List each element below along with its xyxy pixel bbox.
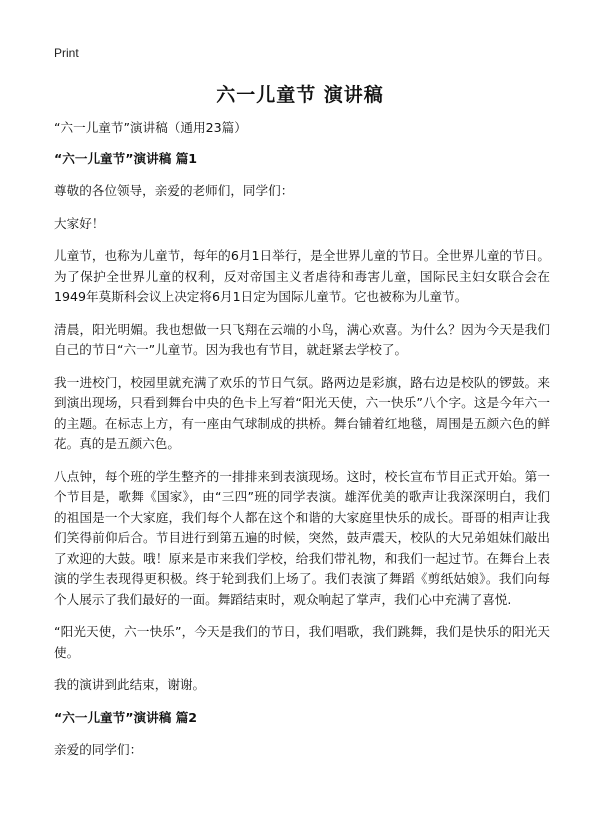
paragraph: 八点钟，每个班的学生整齐的一排排来到表演现场。这时，校长宣布节目正式开始。第一个节目是，歌舞《国家》，由“三四”班的同学表演。雄浑优美的歌声让我深深明白，我们的祖国是一个大家庭，我们每个人都在这个和谐的大家庭里快乐的成长。哥哥的相声让我们笑得前仰后合。节目进行到第五遍的时候，突然，鼓声震天，校队的大兄弟姐妹们敲出了欢迎的大鼓。哦！原来是市来我们学校，给我们带礼物，和我们一起过节。在舞台上表演的学生表现得更积极。终于轮到我们上场了。我们表演了舞蹈《剪纸姑娘》。我们向每个人展示了我们最好的一面。舞蹈结束时，观众响起了掌声，我们心中充满了喜悦. <box>54 468 550 607</box>
document-body <box>54 118 550 773</box>
paragraph: 儿童节，也称为儿童节，每年的6月1日举行，是全世界儿童的节日。全世界儿童的节日。为了保护全世界儿童的权利，反对帝国主义者虐待和毒害儿童，国际民主妇女联合会在1949年莫斯科会议上决定将6月1日定为国际儿童节。它也被称为儿童节。 <box>54 248 550 304</box>
paragraph: 亲爱的同学们： <box>54 742 143 757</box>
paragraph: 我一进校门，校园里就充满了欢乐的节日气氛。路两边是彩旗，路右边是校队的锣鼓。来到演出现场，只看到舞台中央的色卡上写着“阳光天使，六一快乐”八个字。这是今年六一的主题。在标志上方，有一座由气球制成的拱桥。舞台铺着红地毯，周围是五颜六色的鲜花。真的是五颜六色。 <box>54 374 550 451</box>
paragraph: 清晨，阳光明媚。我也想做一只飞翔在云端的小鸟，满心欢喜。为什么？因为今天是我们自己的节日“六一”儿童节。因为我也有节目，就赶紧去学校了。 <box>54 321 550 357</box>
page-title: 六一儿童节 演讲稿 <box>216 84 384 106</box>
print-label: Print <box>54 46 79 60</box>
document-subtitle: “六一儿童节”演讲稿（通用23篇） <box>54 120 247 135</box>
section-heading-1: “六一儿童节”演讲稿 篇1 <box>54 150 198 166</box>
paragraph: 我的演讲到此结束，谢谢。 <box>54 677 206 692</box>
paragraph: “阳光天使，六一快乐”，今天是我们的节日，我们唱歌，我们跳舞，我们是快乐的阳光天使。 <box>54 624 550 660</box>
section-heading-2: “六一儿童节”演讲稿 篇2 <box>54 709 198 725</box>
paragraph: 大家好！ <box>54 215 105 231</box>
paragraph: 尊敬的各位领导，亲爱的老师们，同学们： <box>54 183 294 198</box>
